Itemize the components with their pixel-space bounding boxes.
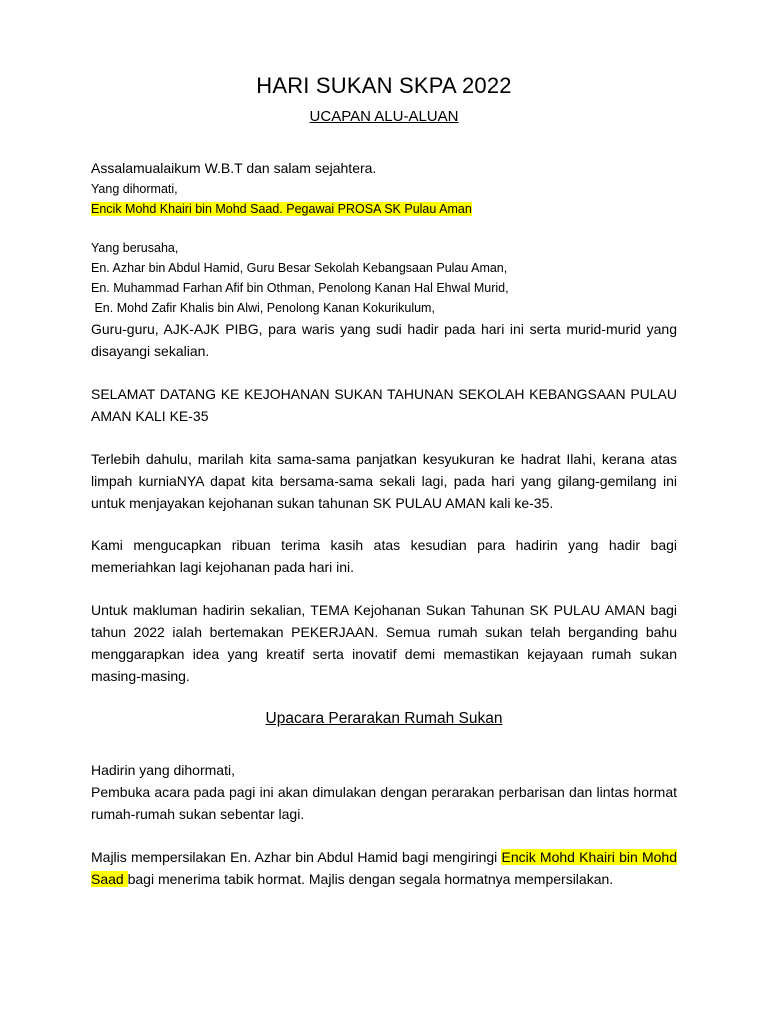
- honored-block: [91, 238, 677, 318]
- person-line-2: En. Muhammad Farhan Afif bin Othman, Penolong Kanan Hal Ehwal Murid,: [91, 281, 509, 295]
- procession-block: [91, 759, 677, 825]
- guest-highlight: Encik Mohd Khairi bin Mohd Saad. Pegawai PROSA SK Pulau Aman: [91, 202, 472, 216]
- invite-highlight: Encik Mohd Khairi bin Mohd Saad: [91, 849, 678, 887]
- respected-line: Yang dihormati,: [91, 182, 178, 196]
- section-title: Upacara Perarakan Rumah Sukan: [265, 710, 503, 727]
- invite-text-pre: Majlis mempersilakan En. Azhar bin Abdul Hamid bagi mengiringi: [91, 849, 502, 865]
- person-line-1: En. Azhar bin Abdul Hamid, Guru Besar Sekolah Kebangsaan Pulau Aman,: [91, 261, 508, 275]
- greeting-block: [91, 157, 677, 219]
- document-subtitle: UCAPAN ALU-ALUAN: [309, 108, 459, 125]
- invite-paragraph: [91, 846, 677, 890]
- greeting-line: Assalamualaikum W.B.T dan salam sejahtera.: [91, 160, 377, 176]
- thanks-paragraph: Kami mengucapkan ribuan terima kasih atas kesudian para hadirin yang hadir bagi memeriahkan lagi kejohanan pada hari ini.: [91, 537, 677, 575]
- person-line-3: En. Mohd Zafir Khalis bin Alwi, Penolong Kanan Kokurikulum,: [91, 301, 435, 315]
- welcome-paragraph: SELAMAT DATANG KE KEJOHANAN SUKAN TAHUNAN SEKOLAH KEBANGSAAN PULAU AMAN KALI KE-35: [91, 386, 677, 424]
- opening-paragraph: Pembuka acara pada pagi ini akan dimulakan dengan perarakan perbarisan dan lintas hormat rumah-rumah sukan sebentar lagi.: [91, 784, 677, 822]
- document-title: HARI SUKAN SKPA 2022: [256, 73, 512, 98]
- teachers-paragraph: Guru-guru, AJK-AJK PIBG, para waris yang sudi hadir pada hari ini serta murid-murid yang disayangi sekalian.: [91, 321, 677, 359]
- honored-line: Yang berusaha,: [91, 241, 179, 255]
- theme-paragraph: Untuk makluman hadirin sekalian, TEMA Kejohanan Sukan Tahunan SK PULAU AMAN bagi tahun 2022 ialah bertemakan PEKERJAAN. Semua rumah sukan telah berganding bahu menggarapkan idea yang kreatif serta inovatif demi memastikan kejayaan rumah sukan masing-masing.: [91, 602, 677, 684]
- gratitude-paragraph: Terlebih dahulu, marilah kita sama-sama panjatkan kesyukuran ke hadrat Ilahi, kerana atas limpah kurniaNYA dapat kita bersama-sama sekali lagi, pada hari yang gilang-gemilang ini untuk menjayakan kejohanan sukan tahunan SK PULAU AMAN kali ke-35.: [91, 451, 677, 511]
- invite-text-post: bagi menerima tabik hormat. Majlis dengan segala hormatnya mempersilakan.: [127, 871, 614, 887]
- audience-line: Hadirin yang dihormati,: [91, 762, 235, 778]
